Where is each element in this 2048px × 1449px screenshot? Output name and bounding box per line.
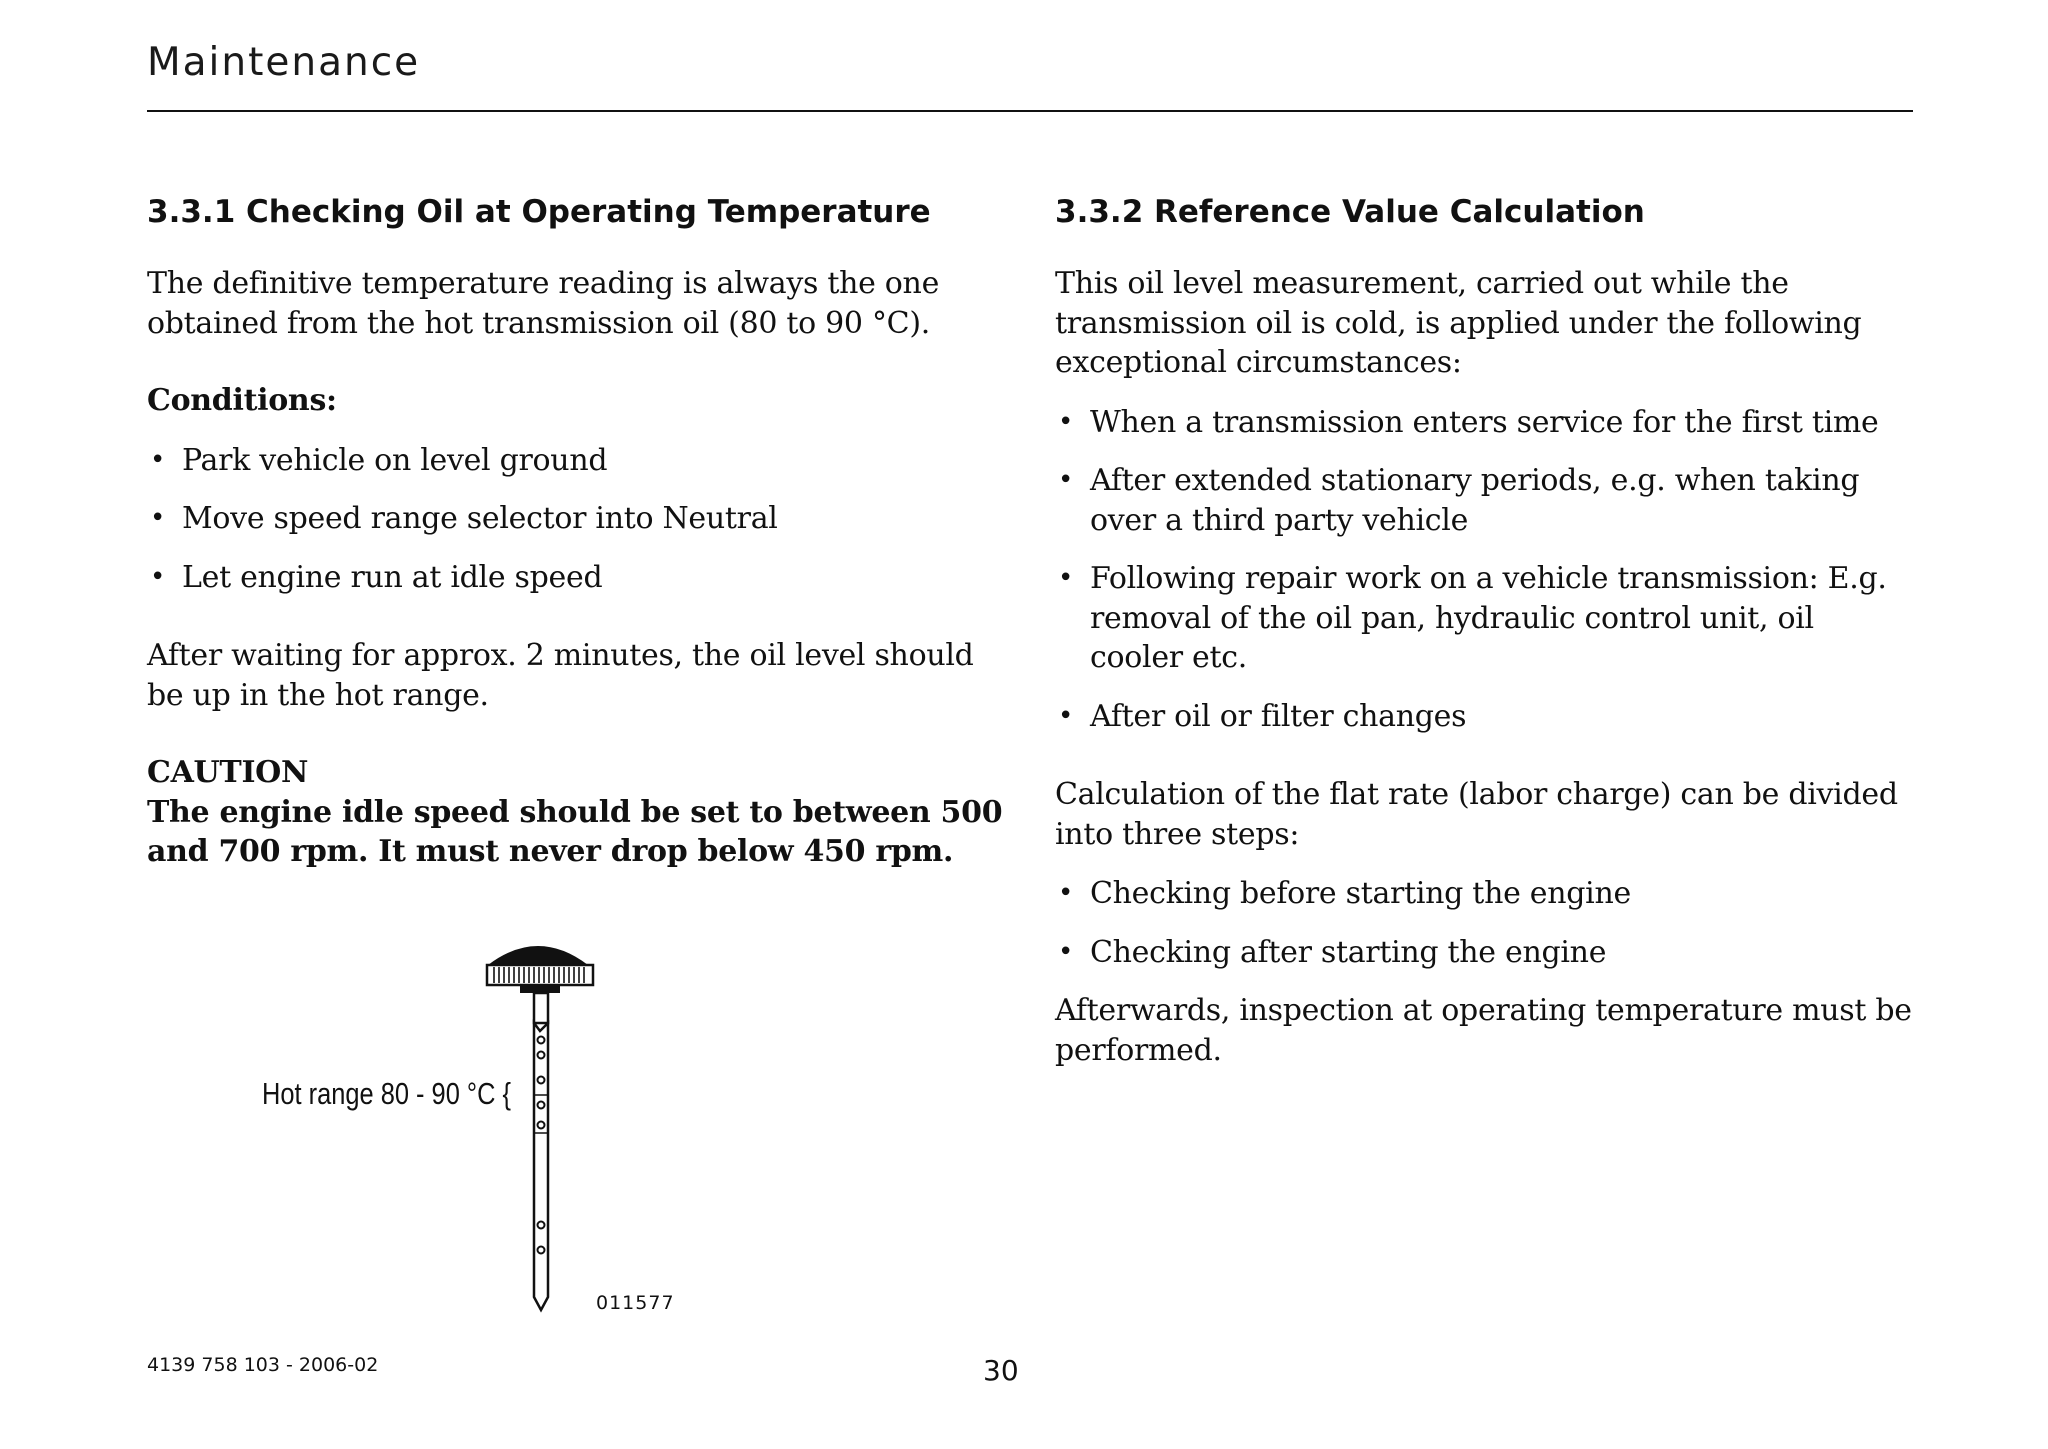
- left-column: [147, 192, 1007, 872]
- document-number: 4139 758 103 - 2006-02: [147, 1354, 379, 1376]
- header-divider: [147, 110, 1913, 112]
- hot-range-label: Hot range 80 - 90 °C {: [262, 1076, 511, 1111]
- list-item: • Checking after starting the engine: [1055, 933, 1915, 973]
- list-item: • After extended stationary periods, e.g. when taking over a third party vehicle: [1058, 463, 1860, 538]
- bullet-icon: •: [1058, 563, 1074, 593]
- list-item: • Park vehicle on level ground: [147, 441, 1007, 481]
- caution-label: CAUTION: [147, 755, 309, 790]
- steps-list: [1055, 874, 1915, 972]
- section-heading-332: [1055, 192, 1915, 232]
- page-header-title: Maintenance: [147, 40, 421, 85]
- conditions-list: [147, 441, 1007, 598]
- afterwards-paragraph: Afterwards, inspection at operating temperature must be performed.: [1055, 993, 1912, 1068]
- section-title: Reference Value Calculation: [1154, 194, 1645, 230]
- list-item: • After oil or filter changes: [1055, 697, 1915, 737]
- list-item: • Move speed range selector into Neutral: [147, 499, 1007, 539]
- bullet-icon: •: [1058, 465, 1074, 495]
- dipstick-illustration: [220, 935, 740, 1315]
- section-number: 3.3.1: [147, 194, 236, 230]
- dipstick-cap-dome: [488, 946, 588, 965]
- bullet-icon: •: [150, 561, 166, 592]
- list-item: • Following repair work on a vehicle transmission: E.g. removal of the oil pan, hydraulic control unit, oil cooler etc.: [1058, 561, 1887, 675]
- bullet-icon: •: [1058, 936, 1074, 967]
- list-item: • Let engine run at idle speed: [147, 558, 1007, 598]
- bullet-icon: •: [1058, 878, 1074, 908]
- caution-text: The engine idle speed should be set to between 500 and 700 rpm. It must never drop below 450 rpm.: [147, 794, 1003, 869]
- section-title: Checking Oil at Operating Temperature: [246, 194, 931, 230]
- bullet-icon: •: [1058, 406, 1074, 437]
- dipstick-blade: [534, 1023, 548, 1310]
- page-number: 30: [983, 1354, 1019, 1387]
- section-heading-331: [147, 192, 1007, 232]
- figure-code: 011577: [596, 1292, 675, 1314]
- circumstances-list: [1055, 403, 1915, 737]
- calculation-paragraph: Calculation of the flat rate (labor charge) can be divided into three steps:: [1055, 777, 1898, 852]
- bullet-icon: •: [150, 444, 166, 475]
- list-item: • Checking before starting the engine: [1055, 874, 1915, 914]
- dipstick-grip: [487, 965, 593, 985]
- intro-paragraph: This oil level measurement, carried out while the transmission oil is cold, is applied under the following exceptional circumstances:: [1055, 266, 1862, 380]
- conditions-label: Conditions:: [147, 383, 337, 418]
- right-column: [1055, 192, 1915, 1070]
- after-waiting-paragraph: After waiting for approx. 2 minutes, the oil level should be up in the hot range.: [147, 638, 974, 713]
- section-number: 3.3.2: [1055, 194, 1144, 230]
- dipstick-neck: [534, 993, 548, 1023]
- bullet-icon: •: [1058, 700, 1074, 731]
- list-item: • When a transmission enters service for the first time: [1055, 403, 1915, 443]
- bullet-icon: •: [150, 503, 166, 533]
- intro-paragraph: The definitive temperature reading is always the one obtained from the hot transmission oil (80 to 90 °C).: [147, 266, 940, 341]
